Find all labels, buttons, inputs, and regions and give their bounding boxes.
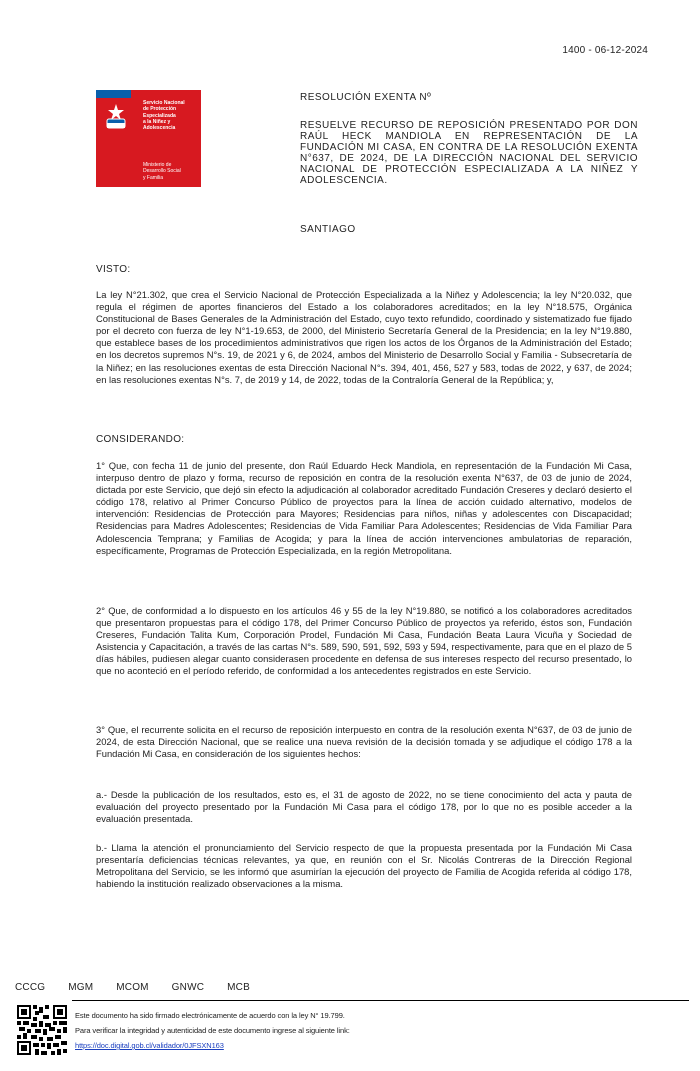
- footer-divider: [72, 1000, 689, 1001]
- considerando-paragraph: 3° Que, el recurrente solicita en el recurso de reposición interpuesto en contra de la resolución exenta N°637, de 03 de junio de 2024, de esta Dirección Nacional, que se realice una nueva revisión de la decisión tomada y se adjudique el código 178 a la Fundación Mi Casa, en consideración de los siguientes hechos:: [96, 724, 632, 760]
- visto-heading: VISTO:: [96, 264, 131, 275]
- resolution-summary: RESUELVE RECURSO DE REPOSICIÓN PRESENTADO POR DON RAÚL HECK MANDIOLA EN REPRESENTACIÓN DE LA FUNDACIÓN MI CASA, EN CONTRA DE LA RESOLUCIÓN EXENTA N°637, DE 2024, DE LA DIRECCIÓN NACIONAL DEL SERVICIO NACIONAL DE PROTECCIÓN ESPECIALIZADA A LA NIÑEZ Y ADOLESCENCIA.: [300, 120, 638, 186]
- logo-stripe-red: [131, 90, 201, 98]
- signatory-initials: CCCG MGM MCOM GNWC MCB: [15, 982, 250, 993]
- considerando-heading: CONSIDERANDO:: [96, 434, 185, 445]
- logo-stripe-blue: [96, 90, 131, 98]
- footer-verify-note: Para verificar la integridad y autenticidad de este documento ingrese al siguiente link:: [75, 1026, 350, 1035]
- considerando-paragraph: a.- Desde la publicación de los resultados, esto es, el 31 de agosto de 2022, no se tiene conocimiento del acta y pauta de evaluación del proyecto presentado por la Fundación Mi Casa para el código 178, por lo que no es posible acceder a la evaluación presentada.: [96, 789, 632, 825]
- resolution-title: RESOLUCIÓN EXENTA Nº: [300, 92, 432, 103]
- resolution-header: [300, 92, 638, 186]
- considerando-paragraph: 2° Que, de conformidad a lo dispuesto en los artículos 46 y 55 de la ley N°19.880, se notificó a los colaboradores acreditados que presentaron propuestas para el código 178, del Primer Concurso Público de proyectos ya referido, éstos son, Fundación Creseres, Fundación Talita Kum, Corporación Prodel, Fundación Mi Casa, Fundación Beata Laura Vicuña y Sociedad de Asistencia y Capacitación, a través de las cartas N°s. 589, 590, 591, 592, 593 y 594, respectivamente, para que en el plazo de 5 días hábiles, pudiesen alegar cuanto considerasen procedente en defensa de sus intereses respecto del recurso presentado, lo que no aconteció en el período referido, de conformidad a los antecedentes registrados en este Servicio.: [96, 605, 632, 677]
- logo-line: a la Niñez y: [143, 118, 171, 125]
- logo-ministry-name: [143, 162, 199, 181]
- logo-line: de Protección: [143, 106, 177, 113]
- logo-line: Ministerio de: [143, 162, 172, 168]
- city: SANTIAGO: [300, 224, 356, 235]
- coat-of-arms-icon: [101, 102, 131, 132]
- logo-institution-name: [143, 100, 199, 131]
- qr-code-icon: [17, 1005, 67, 1055]
- considerando-paragraph: 1° Que, con fecha 11 de junio del presente, don Raúl Eduardo Heck Mandiola, en representación de la Fundación Mi Casa, interpuso dentro de plazo y forma, recurso de reposición en contra de la resolución exenta N°637, de 03 de junio de 2024, dictada por este Servicio, que dejó sin efecto la adjudicación al colaborador acreditado Fundación Creseres y declaró desierto el código 178, relativo al Primer Concurso Público de proyectos para la línea de acción cuidado alternativo, modelos de intervención: Residencias de Protección para Mayores; Residencias para niños, niñas y adolescentes con Discapacidad; Residencias para Madres Adolescentes; Residencias de Vida Familiar Para Adolescentes; Residencias de Vida Familiar Para Adolescencia Temprana; y Familias de Acogida; y para la línea de acción intervenciones ambulatorias de reparación, específicamente, Programas de Protección Especializada, en la región Metropolitana.: [96, 460, 632, 556]
- institution-logo: [96, 90, 201, 187]
- logo-line: Desarrollo Social: [143, 168, 181, 175]
- verification-link[interactable]: https://doc.digital.gob.cl/validador/0JFSXN163: [75, 1041, 224, 1050]
- logo-line: Adolescencia: [143, 125, 176, 132]
- logo-line: Especializada: [143, 112, 176, 119]
- considerando-paragraph: b.- Llama la atención el pronunciamiento del Servicio respecto de que la propuesta presentada por la Fundación Mi Casa presentaría deficiencias técnicas relevantes, ya que, en reunión con el Sr. Nicolás Contreras de la Dirección Regional Metropolitana del Servicio, se les informó que asumirían la ejecución del proyecto de Familia de Acogida referida al código 178, habiendo la institución realizado observaciones a la misma.: [96, 842, 632, 890]
- logo-line: y Familia: [143, 174, 164, 181]
- visto-text: La ley N°21.302, que crea el Servicio Nacional de Protección Especializada a la Niñez y Adolescencia; la ley N°20.032, que regula el régimen de aportes financieros del Estado a los colaboradores acreditados; en la ley N°18.575, Orgánica Constitucional de Bases Generales de la Administración del Estado, cuyo texto refundido, coordinado y sistematizado fue fijado por el decreto con fuerza de ley N°1-19.653, de 2000, del Ministerio Secretaría General de la Presidencia; en la ley N°19.880, que establece bases de los procedimientos administrativos que rigen los actos de los Órganos de la Administración del Estado; en los decretos supremos N°s. 19, de 2021 y 6, de 2024, ambos del Ministerio de Desarrollo Social y Familia - Subsecretaría de la Niñez; en las resoluciones exentas de esta Dirección Nacional N°s. 394, 401, 456, 527 y 583, todas de 2022, y 637, de 2024; en las resoluciones exentas N°s. 7, de 2019 y 14, de 2022, todas de la Contraloría General de la República; y,: [96, 289, 632, 385]
- footer-signature-note: Este documento ha sido firmado electrónicamente de acuerdo con la ley N° 19.799.: [75, 1011, 345, 1020]
- page-number: 1400 - 06-12-2024: [562, 45, 648, 56]
- logo-line: Servicio Nacional: [143, 100, 185, 106]
